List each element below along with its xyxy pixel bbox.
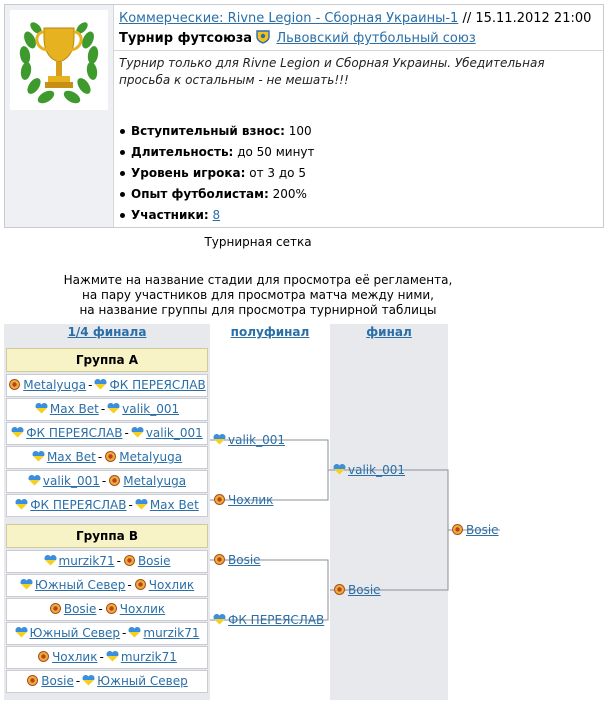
bullet-icon — [120, 192, 125, 197]
match-pair[interactable] — [6, 574, 208, 597]
lion-crest-icon — [105, 600, 118, 611]
match-pair[interactable] — [6, 622, 208, 645]
fact-player-level — [117, 163, 315, 184]
ukraine-heart-icon — [333, 460, 346, 471]
ukraine-heart-icon — [82, 672, 95, 683]
ukraine-heart-icon — [213, 610, 226, 621]
tournament-title-link[interactable]: Коммерческие: Rivne Legion - Сборная Украины-1 — [119, 11, 459, 26]
team-link[interactable]: Bosie — [466, 523, 499, 537]
versus-dash: - — [128, 498, 133, 512]
tournament-info — [114, 5, 603, 227]
lion-crest-icon — [123, 552, 136, 563]
match-pair[interactable] — [6, 646, 208, 669]
ukraine-heart-icon — [213, 430, 226, 441]
fact-value: 200% — [272, 187, 307, 201]
team-link[interactable]: valik_001 — [145, 426, 203, 440]
participants-count-link[interactable]: 8 — [212, 208, 221, 222]
lion-crest-icon — [104, 448, 117, 459]
team-link[interactable]: valik_001 — [348, 463, 405, 477]
match-pair[interactable] — [6, 470, 208, 493]
lion-crest-icon — [108, 472, 121, 483]
versus-dash: - — [101, 474, 107, 488]
team-link[interactable]: ФК ПЕРЕЯСЛАВ — [26, 426, 123, 440]
stage-final[interactable]: финал — [366, 325, 412, 339]
logo-cell — [5, 5, 114, 227]
fact-label: Уровень игрока: — [131, 166, 246, 180]
ukraine-heart-icon — [28, 472, 41, 483]
team-link[interactable]: ФК ПЕРЕЯСЛАВ — [30, 498, 127, 512]
semifinal-entry[interactable] — [210, 609, 324, 631]
ukraine-heart-icon — [128, 624, 141, 635]
lion-crest-icon — [256, 30, 270, 44]
fact-value: 100 — [288, 124, 312, 138]
fact-label: Участники: — [131, 208, 209, 222]
versus-dash: - — [122, 626, 127, 640]
union-row — [119, 30, 476, 46]
match-pair[interactable] — [6, 422, 208, 445]
lion-crest-icon — [8, 376, 21, 387]
fact-duration — [117, 142, 315, 163]
match-pair[interactable] — [6, 446, 208, 469]
facts-list — [117, 121, 315, 226]
fact-experience — [117, 184, 315, 205]
lion-crest-icon — [213, 550, 226, 561]
semifinal-entry[interactable] — [210, 489, 273, 511]
team-link[interactable]: Metalyuga — [123, 474, 187, 488]
bracket-hint — [0, 273, 516, 318]
ukraine-heart-icon — [131, 424, 144, 435]
team-link[interactable]: Bosie — [137, 554, 171, 568]
lion-crest-icon — [37, 648, 50, 659]
stage-semifinal[interactable]: полуфинал — [230, 325, 310, 339]
team-link[interactable]: ФК ПЕРЕЯСЛАВ — [109, 378, 206, 392]
group-header[interactable]: Группа А — [6, 348, 208, 372]
fact-value: от 3 до 5 — [249, 166, 306, 180]
final-entry[interactable] — [330, 579, 381, 601]
semifinal-entry[interactable] — [210, 549, 261, 571]
ukraine-heart-icon — [20, 576, 33, 587]
lion-crest-icon — [451, 520, 464, 531]
tournament-description: Турнир только для Rivne Legion и Сборная Украины. Убедительная просьба к остальным - не мешать!!! — [119, 56, 545, 87]
ukraine-heart-icon — [44, 552, 57, 563]
winner-entry[interactable] — [448, 519, 499, 541]
ukraine-heart-icon — [32, 448, 45, 459]
team-link[interactable]: murzik71 — [58, 554, 115, 568]
team-link[interactable]: Чохлик — [228, 493, 274, 507]
match-pair[interactable] — [6, 374, 208, 397]
bullet-icon — [120, 213, 125, 218]
team-link[interactable]: Bosie — [63, 602, 97, 616]
team-link[interactable]: ФК ПЕРЕЯСЛАВ — [228, 613, 325, 627]
lion-crest-icon — [49, 600, 62, 611]
team-link[interactable]: Южный Север — [29, 626, 121, 640]
divider — [114, 50, 603, 51]
versus-dash: - — [97, 450, 103, 464]
title-row — [119, 11, 591, 26]
title-separator: // — [462, 11, 472, 26]
trophy-logo — [10, 10, 108, 110]
team-link[interactable]: murzik71 — [120, 650, 177, 664]
fact-label: Длительность: — [131, 145, 234, 159]
versus-dash: - — [99, 650, 104, 664]
team-link[interactable]: valik_001 — [122, 402, 180, 416]
lion-crest-icon — [213, 490, 226, 501]
team-link[interactable]: valik_001 — [228, 433, 285, 447]
lion-crest-icon — [333, 580, 346, 591]
hint-line: Нажмите на название стадии для просмотра её регламента, — [63, 273, 453, 287]
team-link[interactable]: Чохлик — [148, 578, 195, 592]
match-pair[interactable] — [6, 550, 208, 573]
team-link[interactable]: Bosie — [41, 674, 74, 688]
versus-dash: - — [75, 674, 81, 688]
tournament-card — [4, 4, 604, 228]
bullet-icon — [120, 150, 125, 155]
fact-participants — [117, 205, 315, 226]
hint-line: на пару участников для просмотра матча между ними, — [82, 288, 434, 302]
fact-entry-fee — [117, 121, 315, 142]
lion-crest-icon — [134, 576, 147, 587]
ukraine-heart-icon — [107, 400, 120, 411]
team-link[interactable]: Чохлик — [119, 602, 166, 616]
match-pair[interactable] — [6, 670, 208, 693]
versus-dash: - — [88, 378, 93, 392]
team-link[interactable]: Bosie — [228, 553, 261, 567]
semifinal-entry[interactable] — [210, 429, 285, 451]
team-link[interactable]: Max Bet — [46, 450, 96, 464]
team-link[interactable]: Metalyuga — [119, 450, 183, 464]
bracket-title: Турнирная сетка — [204, 235, 312, 249]
team-link[interactable]: Южный Север — [97, 674, 188, 688]
ukraine-heart-icon — [11, 424, 24, 435]
versus-dash: - — [116, 554, 121, 568]
group-header[interactable]: Группа В — [6, 524, 208, 548]
lion-crest-icon — [26, 672, 39, 683]
versus-dash: - — [98, 602, 103, 616]
team-link[interactable]: Metalyuga — [23, 378, 87, 392]
ukraine-heart-icon — [15, 496, 28, 507]
ukraine-heart-icon — [106, 648, 119, 659]
union-link[interactable]: Львовский футбольный союз — [276, 31, 476, 46]
tournament-datetime: 15.11.2012 21:00 — [475, 11, 592, 26]
ukraine-heart-icon — [15, 624, 28, 635]
team-link[interactable]: Bosie — [348, 583, 381, 597]
team-link[interactable]: Max Bet — [49, 402, 99, 416]
ukraine-heart-icon — [35, 400, 48, 411]
versus-dash: - — [127, 578, 132, 592]
final-entry[interactable] — [330, 459, 405, 481]
versus-dash: - — [100, 402, 106, 416]
ukraine-heart-icon — [94, 376, 107, 387]
bullet-icon — [120, 171, 125, 176]
team-link[interactable]: murzik71 — [143, 626, 200, 640]
match-pair[interactable] — [6, 598, 208, 621]
team-link[interactable]: Max Bet — [149, 498, 199, 512]
tournament-type-label: Турнир футсоюза — [119, 31, 253, 46]
versus-dash: - — [124, 426, 129, 440]
ukraine-heart-icon — [135, 496, 148, 507]
match-pair[interactable] — [6, 398, 208, 421]
fact-value: до 50 минут — [237, 145, 315, 159]
team-link[interactable]: valik_001 — [42, 474, 100, 488]
fact-label: Опыт футболистам: — [131, 187, 269, 201]
team-link[interactable]: Чохлик — [52, 650, 98, 664]
hint-line: на название группы для просмотра турнирной таблицы — [79, 303, 437, 317]
team-link[interactable]: Южный Север — [34, 578, 126, 592]
bullet-icon — [120, 129, 125, 134]
stage-quarterfinal[interactable]: 1/4 финала — [67, 325, 147, 339]
match-pair[interactable] — [6, 494, 208, 517]
fact-label: Вступительный взнос: — [131, 124, 285, 138]
tournament-bracket — [4, 324, 500, 700]
